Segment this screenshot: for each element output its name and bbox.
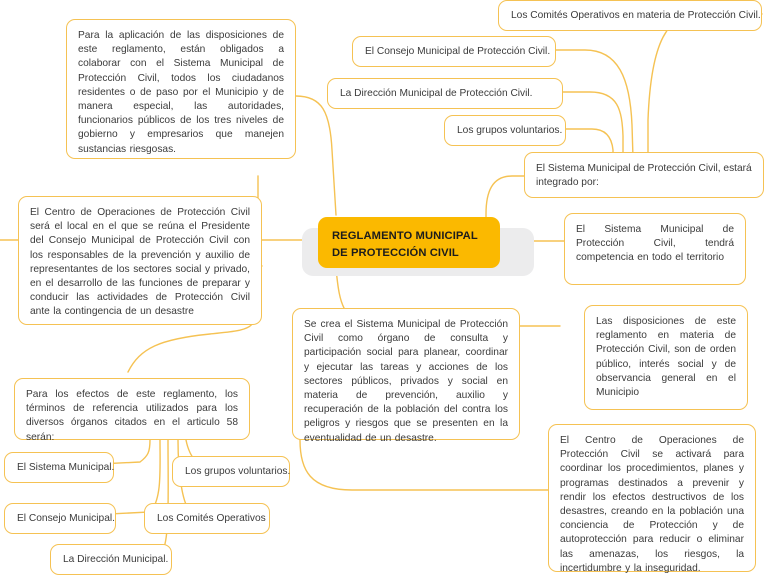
- line-comites-to-sistema: [648, 14, 762, 158]
- node-centro-operaciones-local[interactable]: El Centro de Operaciones de Protección Civil será el local en el que se reúna el Presidente del Consejo Municipal de Protección Civil con los responsables de la prevención y auxilio de representantes de los sectores social y privado, en el desarrollo de las funciones de preparar y conducir las actividades de Protección Civil ante la contingencia de un desastre: [18, 196, 262, 325]
- line-consejo-to-sistema: [556, 50, 633, 158]
- node-comites-operativos-materia[interactable]: Los Comités Operativos en materia de Protección Civil.: [498, 0, 762, 31]
- node-sistema-municipal-corto[interactable]: El Sistema Municipal.: [4, 452, 114, 483]
- node-disposiciones-orden-publico[interactable]: Las disposiciones de este reglamento en materia de Protección Civil, son de orden público, interés social y de observancia general en el Municipio: [584, 305, 748, 410]
- node-grupos-voluntarios[interactable]: Los grupos voluntarios.: [444, 115, 566, 146]
- node-grupos-voluntarios-corto[interactable]: Los grupos voluntarios.: [172, 456, 290, 487]
- line-secrea-to-centro-activara: [300, 440, 548, 490]
- node-consejo-municipal[interactable]: El Consejo Municipal de Protección Civil.: [352, 36, 556, 67]
- node-aplicacion-disposiciones[interactable]: Para la aplicación de las disposiciones de este reglamento, están obligados a colaborar con el Sistema Municipal de Protección Civil, todos los ciudadanos residentes o de paso por el Municipio y de manera especial, las autoridades, funcionarios públicos de los tres niveles de gobierno y empresarios que manejen sustancias riesgosas.: [66, 19, 296, 159]
- node-competencia-territorio[interactable]: El Sistema Municipal de Protección Civil, tendrá competencia en todo el territorio: [564, 213, 746, 285]
- node-centro-operaciones-activara[interactable]: El Centro de Operaciones de Protección Civil se activará para coordinar los procedimientos, planes y programas destinados a prevenir y rendir los efectos destructivos de los desastres, creando en la población una conciencia de Protección y de autoprotección para reducir o eliminar las amenazas, los riesgos, la incertidumbre y la inseguridad.: [548, 424, 756, 572]
- node-comites-operativos-corto[interactable]: Los Comités Operativos: [144, 503, 270, 534]
- node-consejo-municipal-corto[interactable]: El Consejo Municipal.: [4, 503, 116, 534]
- node-terminos-referencia[interactable]: Para los efectos de este reglamento, los términos de referencia utilizados para los diversos órganos citados en el articulo 58 serán:: [14, 378, 250, 440]
- node-sistema-integrado-por[interactable]: El Sistema Municipal de Protección Civil, estará integrado por:: [524, 152, 764, 198]
- line-terminos-to-direccion-corto: [108, 440, 168, 556]
- node-se-crea-sistema[interactable]: Se crea el Sistema Municipal de Protección Civil como órgano de consulta y participación social para planear, coordinar y ejecutar las tareas y acciones de los sectores públicos, privados y social en materia de prevención, auxilio y recuperación de la población del contra los peligros y riesgos que se presenten en la eventualidad de un desastre.: [292, 308, 520, 440]
- center-node[interactable]: REGLAMENTO MUNICIPAL DE PROTECCIÓN CIVIL: [318, 217, 500, 268]
- node-direccion-municipal[interactable]: La Dirección Municipal de Protección Civil.: [327, 78, 563, 109]
- line-direccion-to-sistema: [563, 92, 623, 158]
- line-aplicacion-to-center: [296, 96, 336, 215]
- node-direccion-municipal-corto[interactable]: La Dirección Municipal.: [50, 544, 172, 575]
